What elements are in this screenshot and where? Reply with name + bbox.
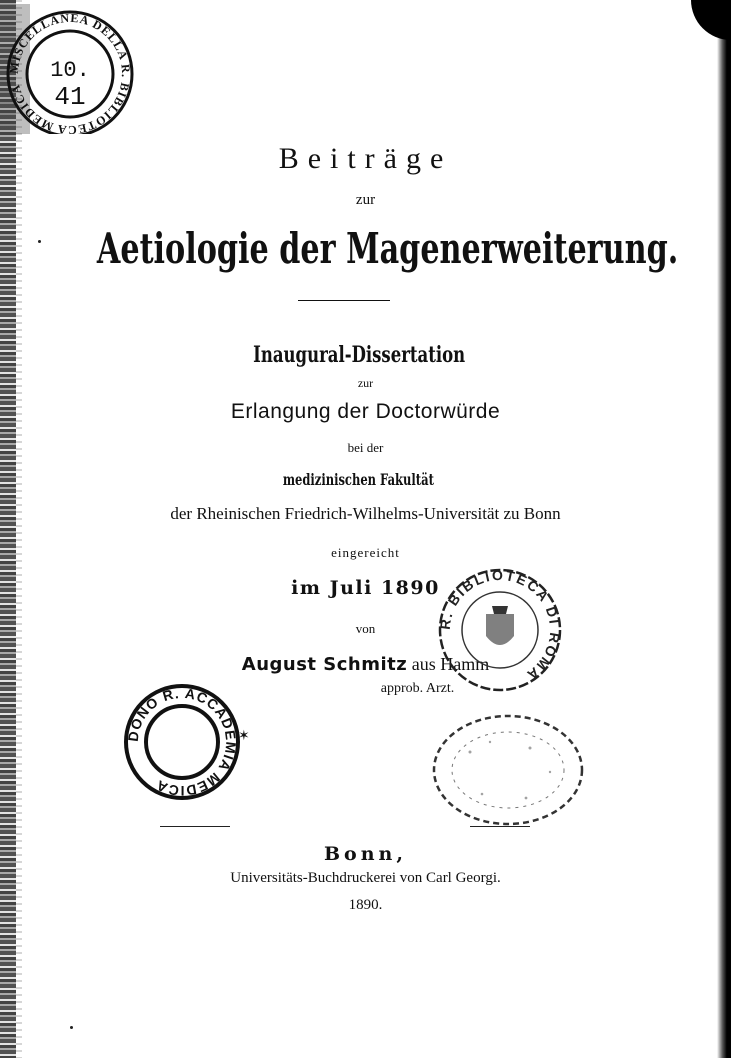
scan-speck [38, 240, 41, 243]
shelfmark-number-1: 10. [50, 58, 90, 83]
accademia-ring-text: DONO R. ACCADEMIA MEDICA [124, 684, 240, 800]
von-line: von [355, 621, 376, 636]
shelfmark-number-2: 41 [54, 82, 86, 112]
scan-speck [70, 1026, 73, 1029]
shelfmark-stamp [0, 4, 140, 134]
oval-stamp [430, 712, 590, 832]
title-zur: zur [355, 192, 376, 208]
footer-divider-right [470, 826, 530, 827]
scan-corner-top-right [691, 0, 731, 40]
date-line: im Juli 1890 [291, 577, 440, 599]
main-title: Aetiologie der Magenerweiterung. [96, 224, 679, 273]
library-ring-text: R. BIBLIOTECA DI ROMA [436, 566, 564, 685]
subtitle-zur: zur [357, 376, 374, 390]
title-divider [298, 300, 390, 301]
inaugural-dissertation: Inaugural-Dissertation [253, 342, 466, 368]
author-name: August Schmitz [241, 654, 408, 675]
coat-of-arms-icon [486, 606, 514, 645]
author-origin: aus Hamm [407, 654, 490, 674]
footer-divider-left [160, 826, 230, 827]
printer-line: Universitäts-Buchdruckerei von Carl Georgi. [230, 870, 501, 886]
author-line [0, 654, 731, 675]
star-icon: ✶ [238, 728, 250, 744]
accademia-stamp [114, 684, 254, 804]
universitaet-line: der Rheinischen Friedrich-Wilhelms-Universität zu Bonn [170, 504, 561, 523]
library-stamp [420, 566, 580, 696]
eingereicht-line: eingereicht [331, 545, 400, 560]
bei-der-line: bei der [347, 440, 384, 455]
author-title: approb. Arzt. [380, 681, 455, 696]
shelfmark-ring-text: MISCELLANEA DELLA R. BIBLIOTECA MEDICA [6, 10, 134, 134]
place-of-publication: Bonn, [324, 843, 407, 865]
erlangung-line: Erlangung der Doctorwürde [230, 400, 501, 423]
publication-year: 1890. [348, 897, 383, 913]
fakultaet-line: medizinischen Fakultät [282, 470, 434, 489]
title-beitraege: Beiträge [278, 142, 453, 175]
